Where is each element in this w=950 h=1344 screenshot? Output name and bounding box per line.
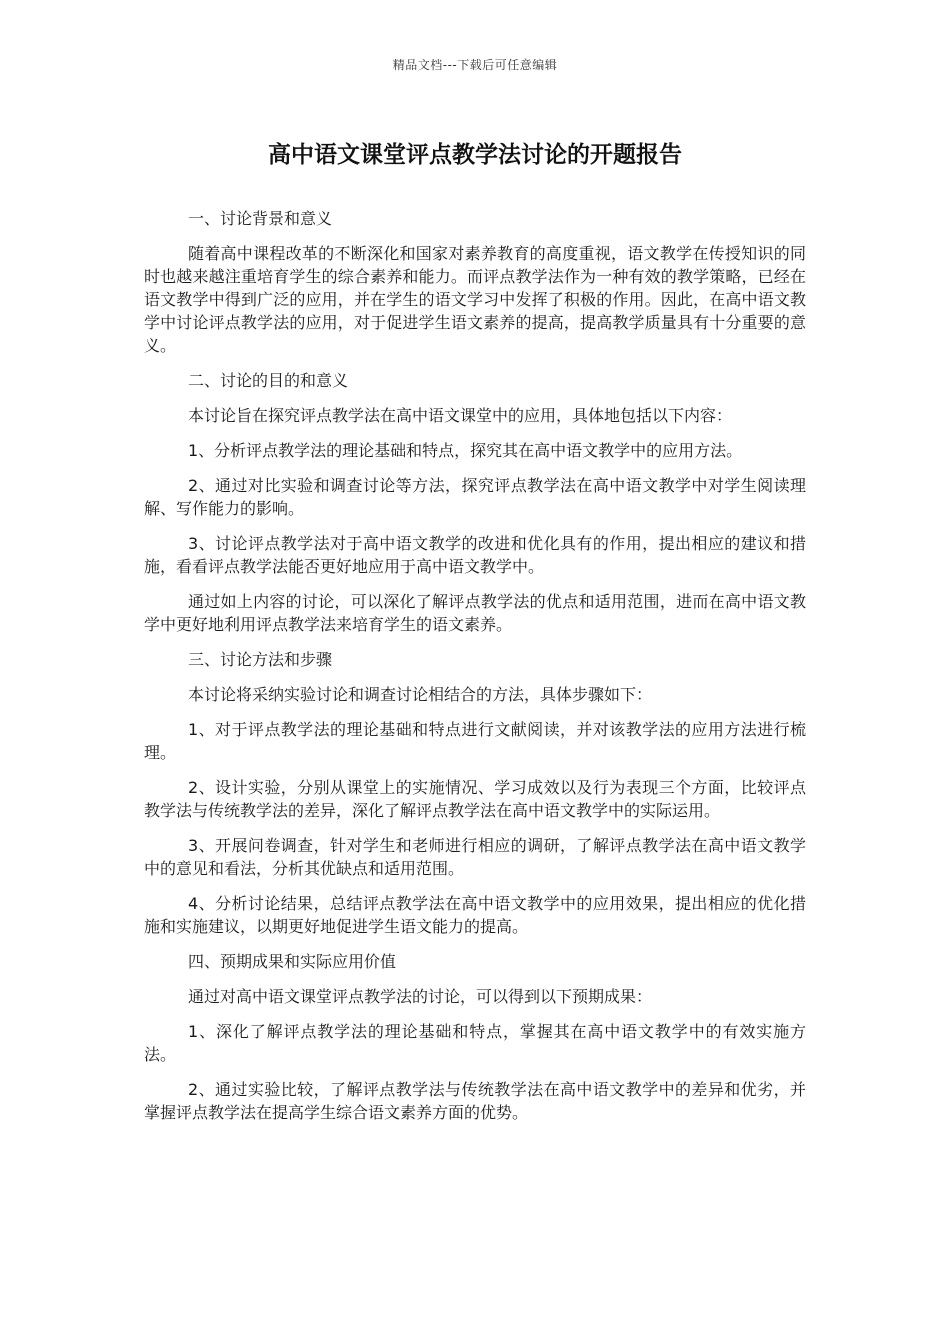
paragraph: 本讨论旨在探究评点教学法在高中语文课堂中的应用，具体地包括以下内容： xyxy=(188,406,733,425)
section-heading-purpose: 二、讨论的目的和意义 xyxy=(188,371,349,390)
list-item: 3、开展问卷调查，针对学生和老师进行相应的调研，了解评点教学法在高中语文教学中的意见和看法，分析其优缺点和适用范围。 xyxy=(144,836,806,878)
list-item: 1、对于评点教学法的理论基础和特点进行文献阅读，并对该教学法的应用方法进行梳理。 xyxy=(144,720,806,762)
section-heading-outcomes: 四、预期成果和实际应用价值 xyxy=(188,952,397,971)
list-item: 1、深化了解评点教学法的理论基础和特点，掌握其在高中语文教学中的有效实施方法。 xyxy=(144,1022,806,1064)
list-item: 3、讨论评点教学法对于高中语文教学的改进和优化具有的作用，提出相应的建议和措施，看看评点教学法能否更好地应用于高中语文教学中。 xyxy=(144,534,806,576)
section-heading-background: 一、讨论背景和意义 xyxy=(188,209,333,228)
document-body xyxy=(144,207,806,1136)
document-title: 高中语文课堂评点教学法讨论的开题报告 xyxy=(268,142,682,168)
section-heading-methods: 三、讨论方法和步骤 xyxy=(188,650,333,669)
list-item: 2、通过对比实验和调查讨论等方法，探究评点教学法在高中语文教学中对学生阅读理解、写作能力的影响。 xyxy=(144,476,806,518)
list-item: 1、分析评点教学法的理论基础和特点，探究其在高中语文教学中的应用方法。 xyxy=(188,441,743,460)
list-item: 4、分析讨论结果，总结评点教学法在高中语文教学中的应用效果，提出相应的优化措施和实施建议，以期更好地促进学生语文能力的提高。 xyxy=(144,894,806,936)
paragraph: 随着高中课程改革的不断深化和国家对素养教育的高度重视，语文教学在传授知识的同时也越来越注重培育学生的综合素养和能力。而评点教学法作为一种有效的教学策略，已经在语文教学中得到广泛的应用，并在学生的语文学习中发挥了积极的作用。因此，在高中语文教学中讨论评点教学法的应用，对于促进学生语文素养的提高，提高教学质量具有十分重要的意义。 xyxy=(144,244,806,355)
list-item: 2、设计实验，分别从课堂上的实施情况、学习成效以及行为表现三个方面，比较评点教学法与传统教学法的差异，深化了解评点教学法在高中语文教学中的实际运用。 xyxy=(144,778,806,820)
header-note: 精品文档---下载后可任意编辑 xyxy=(392,58,558,72)
paragraph: 通过对高中语文课堂评点教学法的讨论，可以得到以下预期成果： xyxy=(188,987,653,1006)
paragraph: 通过如上内容的讨论，可以深化了解评点教学法的优点和适用范围，进而在高中语文教学中更好地利用评点教学法来培育学生的语文素养。 xyxy=(144,592,806,634)
list-item: 2、通过实验比较，了解评点教学法与传统教学法在高中语文教学中的差异和优劣，并掌握评点教学法在提高学生综合语文素养方面的优势。 xyxy=(144,1080,806,1122)
paragraph: 本讨论将采纳实验讨论和调查讨论相结合的方法，具体步骤如下： xyxy=(188,685,653,704)
